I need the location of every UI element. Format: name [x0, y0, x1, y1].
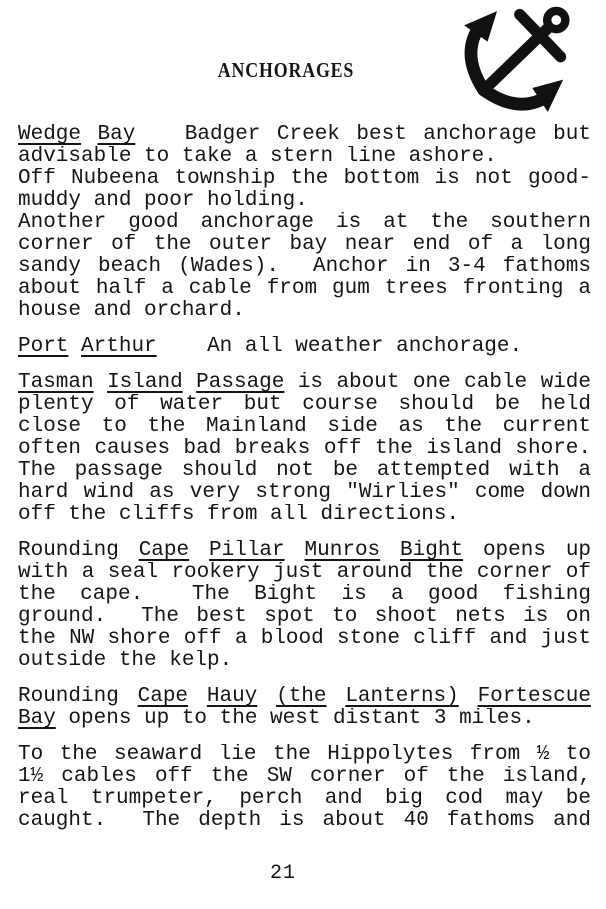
paragraph-cape-hauy-fortescue-bay	[18, 686, 591, 730]
page-number: 21	[269, 862, 296, 885]
underlined-heading-text: Munros	[304, 540, 381, 562]
paragraph-cape-pillar-munros-bight	[18, 540, 591, 672]
text-segment: corner of the outer bay near end of a long	[18, 234, 591, 256]
underlined-heading-text: Cape	[138, 540, 190, 562]
underlined-heading-text: Bay	[18, 708, 56, 730]
text-line	[18, 394, 591, 416]
text-segment	[188, 686, 207, 708]
text-line	[18, 256, 591, 278]
text-segment: outside the kelp.	[18, 650, 233, 672]
text-line	[18, 336, 591, 358]
text-line	[18, 810, 591, 832]
text-segment: Off Nubeena township the bottom is not good-	[18, 168, 591, 190]
paragraph-tasman-island-passage	[18, 372, 591, 526]
text-line	[18, 686, 591, 708]
text-line	[18, 124, 591, 146]
text-segment: Badger Creek best anchorage but	[135, 124, 591, 146]
text-segment	[81, 124, 98, 146]
text-segment	[189, 540, 209, 562]
text-segment	[459, 686, 478, 708]
text-segment: The passage should not be attempted with a	[18, 460, 591, 482]
underlined-heading-text: Arthur	[81, 336, 157, 358]
text-line	[18, 540, 591, 562]
underlined-heading-text: Bay	[97, 124, 136, 146]
paragraph-wedge-bay	[18, 124, 591, 322]
text-segment: is about one cable wide	[284, 372, 591, 394]
underlined-heading-text: Bight	[400, 540, 464, 562]
text-segment: with a seal rookery just around the corner of	[18, 562, 591, 584]
underlined-heading-text: Island	[107, 372, 183, 394]
text-segment: sandy beach (Wades). Anchor in 3-4 fathoms	[18, 256, 591, 278]
text-body	[18, 124, 591, 846]
text-line	[18, 708, 591, 730]
underlined-heading-text: Cape	[137, 686, 189, 708]
text-segment: about half a cable from gum trees fronting a	[18, 278, 591, 300]
text-segment: muddy and poor holding.	[18, 190, 308, 212]
text-line	[18, 606, 591, 628]
text-segment	[285, 540, 305, 562]
text-segment	[94, 372, 107, 394]
text-line	[18, 168, 591, 190]
text-line	[18, 482, 591, 504]
text-segment: caught. The depth is about 40 fathoms and	[18, 810, 591, 832]
text-segment: often causes bad breaks off the island shore.	[18, 438, 591, 460]
underlined-heading-text: Port	[18, 336, 69, 358]
text-segment: off the cliffs from all directions.	[18, 504, 460, 526]
text-segment: advisable to take a stern line ashore.	[18, 146, 497, 168]
text-segment: hard wind as very strong "Wirlies" come down	[18, 482, 591, 504]
paragraph-port-arthur	[18, 336, 591, 358]
text-line	[18, 234, 591, 256]
underlined-heading-text: Tasman	[18, 372, 94, 394]
text-segment	[257, 686, 276, 708]
underlined-heading-text: Wedge	[18, 124, 82, 146]
text-segment: house and orchard.	[18, 300, 245, 322]
anchor-icon	[447, 0, 587, 98]
text-line	[18, 372, 591, 394]
text-segment: opens up to the west distant 3 miles.	[55, 708, 535, 730]
underlined-heading-text: Lanterns)	[345, 686, 459, 708]
text-line	[18, 416, 591, 438]
underlined-heading-text: Fortescue	[477, 686, 591, 708]
text-segment	[183, 372, 196, 394]
text-segment: ground. The best spot to shoot nets is on	[18, 606, 591, 628]
text-line	[18, 584, 591, 606]
page-title: ANCHORAGES	[217, 58, 355, 82]
text-segment: Another good anchorage is at the southern	[18, 212, 591, 234]
text-segment: opens up	[463, 540, 591, 562]
text-line	[18, 628, 591, 650]
text-line	[18, 650, 591, 672]
text-line	[18, 744, 591, 766]
text-line	[18, 278, 591, 300]
text-segment	[68, 336, 81, 358]
underlined-heading-text: Hauy	[206, 686, 258, 708]
underlined-heading-text: (the	[276, 686, 327, 708]
text-segment: Rounding	[18, 540, 139, 562]
underlined-heading-text: Passage	[196, 372, 285, 394]
paragraph-hippolytes	[18, 744, 591, 832]
text-line	[18, 300, 591, 322]
text-segment: To the seaward lie the Hippolytes from ½ to	[18, 744, 591, 766]
underlined-heading-text: Pillar	[209, 540, 285, 562]
text-segment: real trumpeter, perch and big cod may be	[18, 788, 591, 810]
text-line	[18, 438, 591, 460]
text-line	[18, 788, 591, 810]
text-segment: close to the Mainland side as the current	[18, 416, 591, 438]
text-segment	[327, 686, 346, 708]
text-segment: 1½ cables off the SW corner of the island,	[18, 766, 591, 788]
text-segment: the NW shore off a blood stone cliff and just	[18, 628, 591, 650]
text-segment: the cape. The Bight is a good fishing	[18, 584, 591, 606]
text-segment: An all weather anchorage.	[156, 336, 523, 358]
text-segment	[380, 540, 400, 562]
text-line	[18, 460, 591, 482]
text-segment: plenty of water but course should be held	[18, 394, 591, 416]
text-line	[18, 562, 591, 584]
text-line	[18, 766, 591, 788]
text-line	[18, 504, 591, 526]
text-line	[18, 146, 591, 168]
text-line	[18, 212, 591, 234]
text-segment: Rounding	[18, 686, 138, 708]
text-line	[18, 190, 591, 212]
